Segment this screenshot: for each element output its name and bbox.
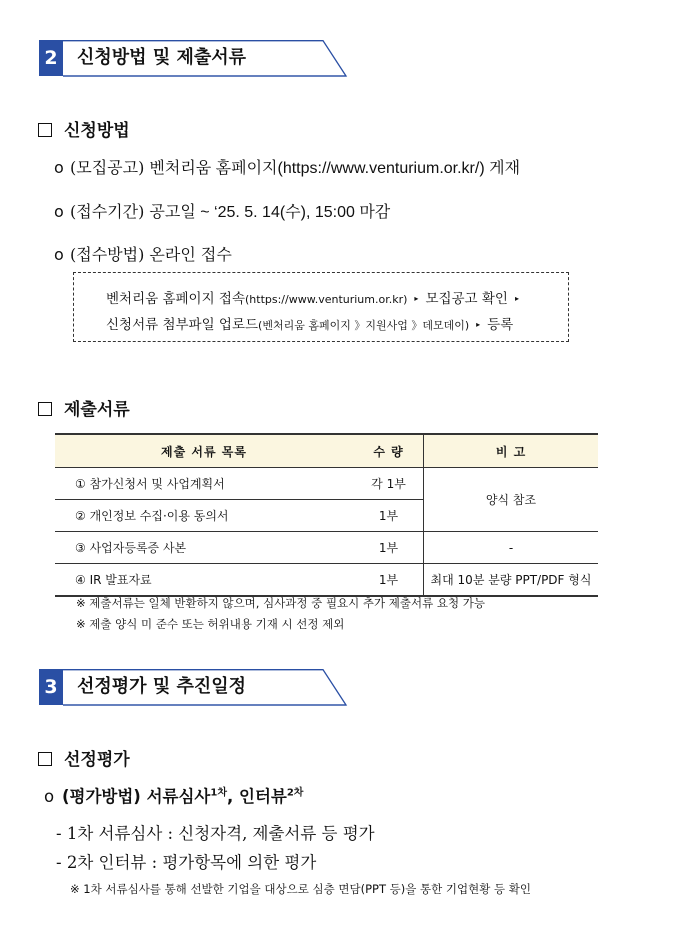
eval-line-1: - 1차 서류심사 : 신청자격, 제출서류 등 평가 bbox=[56, 824, 375, 843]
apply-heading: 신청방법 bbox=[38, 116, 130, 141]
table-row: ③ 사업자등록증 사본 1부 - bbox=[55, 532, 598, 564]
table-row: ① 참가신청서 및 사업계획서 각 1부 양식 참조 bbox=[55, 468, 598, 500]
section-number: 2 bbox=[39, 40, 63, 76]
section-title: 신청방법 및 제출서류 bbox=[77, 47, 247, 68]
merged-note-cell: 양식 참조 bbox=[424, 468, 599, 532]
apply-steps-line-1: 벤처리움 홈페이지 접속(https://www.venturium.or.kr) ▸ 모집공고 확인 ▸ bbox=[106, 291, 519, 307]
arrow-right-icon: ▸ bbox=[476, 320, 481, 329]
docs-table bbox=[55, 433, 598, 597]
checkbox-square-icon bbox=[38, 752, 52, 766]
table-header-row bbox=[55, 434, 598, 468]
docs-heading: 제출서류 bbox=[38, 395, 130, 420]
section-title: 선정평가 및 추진일정 bbox=[77, 676, 247, 697]
docs-note-1: ※ 제출서류는 일체 반환하지 않으며, 심사과정 중 필요시 추가 제출서류 요청 가능 bbox=[76, 596, 485, 610]
section-number: 3 bbox=[39, 669, 63, 705]
apply-item-1: o (모집공고) 벤처리움 홈페이지(https://www.venturium.or.kr/) 게재 bbox=[54, 158, 521, 177]
eval-heading: 선정평가 bbox=[38, 745, 130, 770]
section-2-header bbox=[39, 40, 347, 76]
column-header: 비 고 bbox=[424, 434, 599, 468]
checkbox-square-icon bbox=[38, 123, 52, 137]
table-row: ② 개인정보 수집·이용 동의서 1부 bbox=[55, 500, 598, 532]
apply-item-3: o (접수방법) 온라인 접수 bbox=[54, 245, 232, 264]
eval-method: o (평가방법) 서류심사$^{1차}$, 인터뷰$^{2차}$ bbox=[44, 787, 304, 806]
apply-steps-box bbox=[73, 272, 569, 342]
eval-note: ※ 1차 서류심사를 통해 선발한 기업을 대상으로 심층 면담(PPT 등)을 통한 기업현황 등 확인 bbox=[70, 882, 531, 896]
docs-note-2: ※ 제출 양식 미 준수 또는 허위내용 기재 시 선정 제외 bbox=[76, 617, 345, 631]
apply-item-2: o (접수기간) 공고일 ~ ‘25. 5. 14(수), 15:00 마감 bbox=[54, 202, 391, 221]
arrow-right-icon: ▸ bbox=[414, 294, 419, 303]
eval-line-2: - 2차 인터뷰 : 평가항목에 의한 평가 bbox=[56, 853, 317, 872]
column-header: 수 량 bbox=[354, 434, 424, 468]
section-3-header bbox=[39, 669, 347, 705]
column-header: 제출 서류 목록 bbox=[55, 434, 354, 468]
checkbox-square-icon bbox=[38, 402, 52, 416]
apply-steps-line-2: 신청서류 첨부파일 업로드(벤처리움 홈페이지 》지원사업 》데모데이) ▸ 등록 bbox=[106, 317, 514, 333]
arrow-right-icon: ▸ bbox=[514, 294, 519, 303]
table-row: ④ IR 발표자료 1부 최대 10분 분량 PPT/PDF 형식 bbox=[55, 564, 598, 597]
